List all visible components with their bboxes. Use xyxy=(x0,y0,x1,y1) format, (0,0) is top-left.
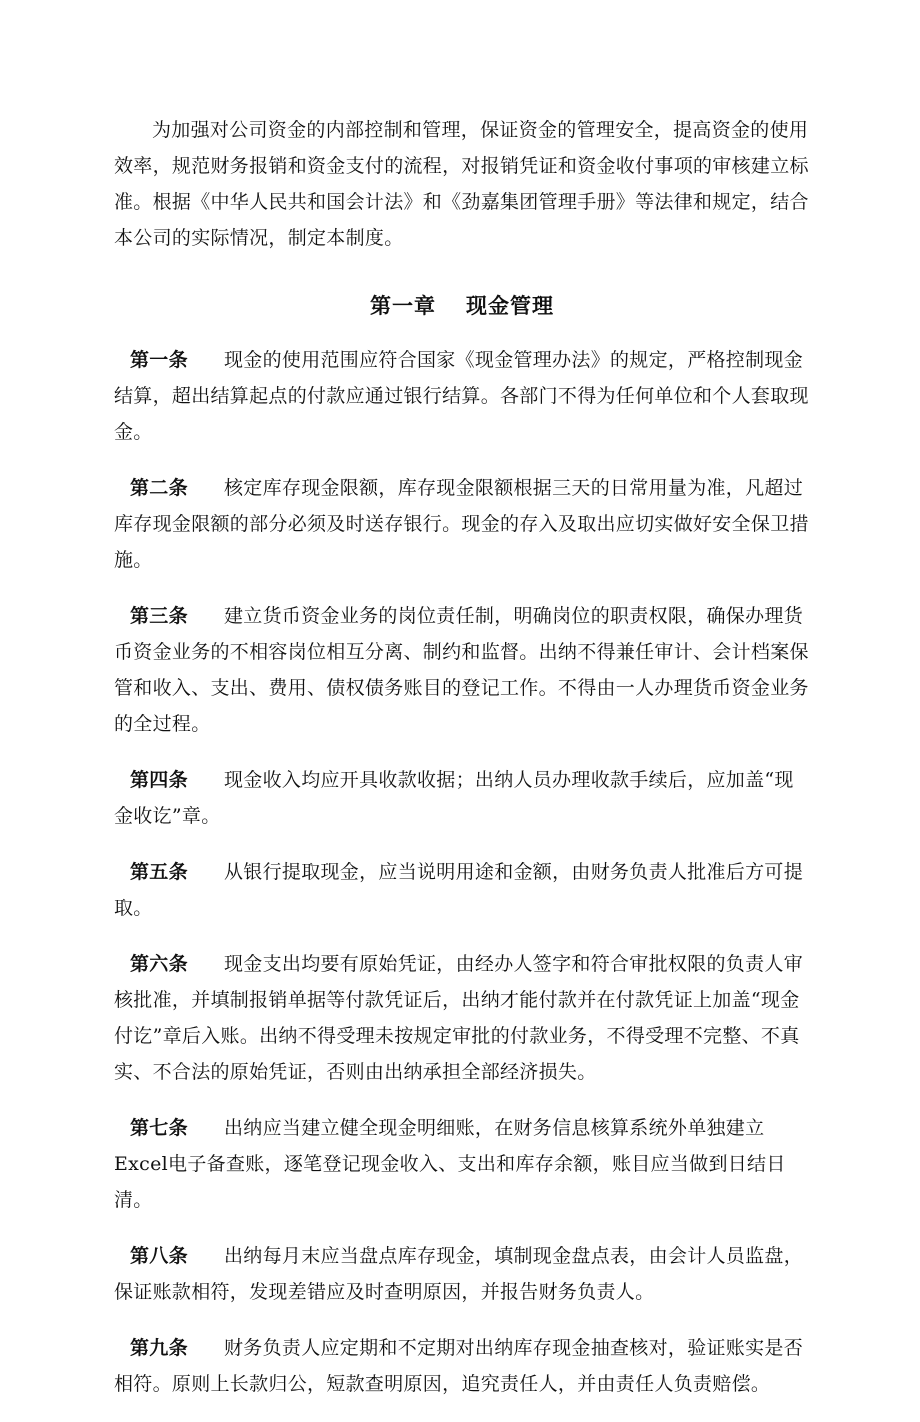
article-text: 从银行提取现金，应当说明用途和金额，由财务负责人批准后方可提取。 xyxy=(114,861,804,919)
chapter-title xyxy=(114,286,810,326)
article-label: 第七条 xyxy=(130,1117,188,1139)
article-text: 核定库存现金限额，库存现金限额根据三天的日常用量为准，凡超过库存现金限额的部分必须及时送存银行。现金的存入及取出应切实做好安全保卫措施。 xyxy=(114,477,809,571)
intro-paragraph: 为加强对公司资金的内部控制和管理，保证资金的管理安全，提高资金的使用效率，规范财务报销和资金支付的流程，对报销凭证和资金收付事项的审核建立标准。根据《中华人民共和国会计法》和《劲嘉集团管理手册》等法律和规定，结合本公司的实际情况，制定本制度。 xyxy=(114,119,809,249)
article-label: 第二条 xyxy=(130,477,188,499)
article-label: 第五条 xyxy=(130,861,188,883)
article-7 xyxy=(114,1110,810,1218)
article-4 xyxy=(114,762,810,834)
article-text: 财务负责人应定期和不定期对出纳库存现金抽查核对，验证账实是否相符。原则上长款归公，短款查明原因，追究责任人，并由责任人负责赔偿。 xyxy=(114,1337,804,1395)
article-label: 第三条 xyxy=(130,605,188,627)
article-label: 第六条 xyxy=(130,953,188,975)
article-text: 现金的使用范围应符合国家《现金管理办法》的规定，严格控制现金结算，超出结算起点的付款应通过银行结算。各部门不得为任何单位和个人套取现金。 xyxy=(114,349,809,443)
article-5 xyxy=(114,854,810,926)
article-label: 第九条 xyxy=(130,1337,188,1359)
article-9 xyxy=(114,1330,810,1402)
chapter-name: 现金管理 xyxy=(466,294,554,318)
article-1 xyxy=(114,342,810,450)
article-text: 出纳每月末应当盘点库存现金，填制现金盘点表，由会计人员监盘，保证账款相符，发现差错应及时查明原因，并报告财务负责人。 xyxy=(114,1245,804,1303)
article-text: 出纳应当建立健全现金明细账，在财务信息核算系统外单独建立Excel电子备查账，逐笔登记现金收入、支出和库存余额，账目应当做到日结日清。 xyxy=(114,1117,786,1211)
document-page xyxy=(114,112,810,1422)
article-text: 现金支出均要有原始凭证，由经办人签字和符合审批权限的负责人审核批准，并填制报销单据等付款凭证后，出纳才能付款并在付款凭证上加盖“现金付讫”章后入账。出纳不得受理未按规定审批的付款业务，不得受理不完整、不真实、不合法的原始凭证，否则由出纳承担全部经济损失。 xyxy=(114,953,804,1083)
article-label: 第八条 xyxy=(130,1245,188,1267)
article-2 xyxy=(114,470,810,578)
article-6 xyxy=(114,946,810,1090)
article-text: 建立货币资金业务的岗位责任制，明确岗位的职责权限，确保办理货币资金业务的不相容岗位相互分离、制约和监督。出纳不得兼任审计、会计档案保管和收入、支出、费用、债权债务账目的登记工作。不得由一人办理货币资金业务的全过程。 xyxy=(114,605,809,735)
article-label: 第一条 xyxy=(130,349,188,371)
article-3 xyxy=(114,598,810,742)
article-label: 第四条 xyxy=(130,769,188,791)
article-text: 现金收入均应开具收款收据；出纳人员办理收款手续后，应加盖“现金收讫”章。 xyxy=(114,769,794,827)
article-8 xyxy=(114,1238,810,1310)
chapter-number: 第一章 xyxy=(370,294,436,318)
